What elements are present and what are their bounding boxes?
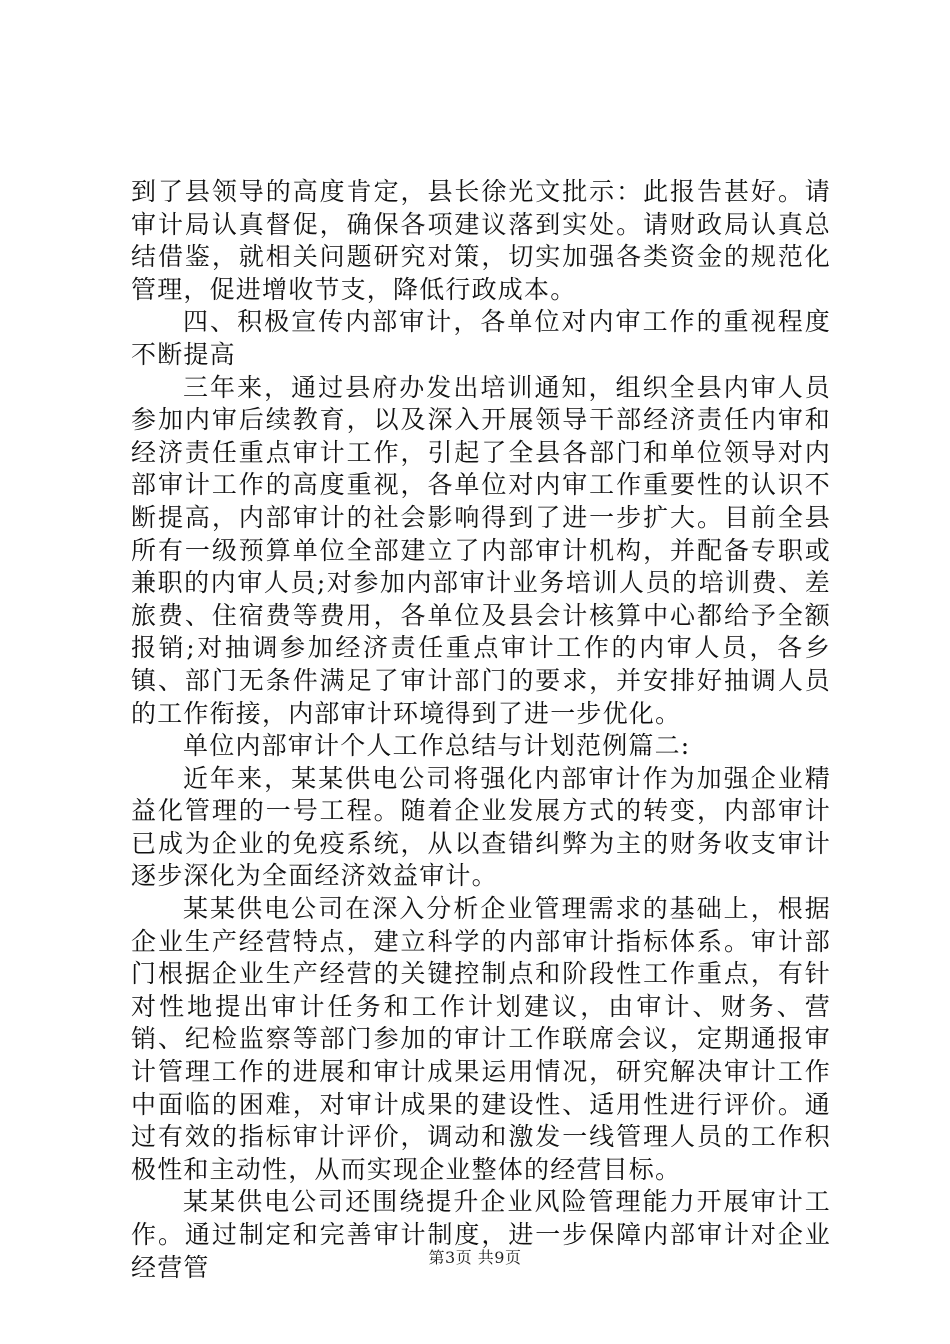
section-heading-4: 四、积极宣传内部审计，各单位对内审工作的重视程度不断提高 — [131, 307, 831, 369]
page-number: 第3页 共9页 — [428, 1248, 522, 1267]
paragraph-1: 到了县领导的高度肯定，县长徐光文批示：此报告甚好。请审计局认真督促，确保各项建议落到实处。请财政局认真总结借鉴，就相关问题研究对策，切实加强各类资金的规范化管理，促进增收节支，降低行政成本。 — [131, 177, 831, 304]
document-body — [131, 176, 831, 1284]
paragraph-3: 三年来，通过县府办发出培训通知，组织全县内审人员参加内审后续教育，以及深入开展领导干部经济责任内审和经济责任重点审计工作，引起了全县各部门和单位领导对内部审计工作的高度重视，各单位对内审工作重要性的认识不断提高，内部审计的社会影响得到了进一步扩大。目前全县所有一级预算单位全部建立了内部审计机构，并配备专职或兼职的内审人员;对参加内部审计业务培训人员的培训费、差旅费、住宿费等费用，各单位及县会计核算中心都给予全额报销;对抽调参加经济责任重点审计工作的内审人员，各乡镇、部门无条件满足了审计部门的要求，并安排好抽调人员的工作衔接，内部审计环境得到了进一步优化。 — [131, 372, 831, 728]
paragraph-7: 某某供电公司还围绕提升企业风险管理能力开展审计工作。通过制定和完善审计制度，进一步保障内部审计对企业经营管 — [131, 1187, 831, 1282]
paragraph-5: 近年来，某某供电公司将强化内部审计作为加强企业精益化管理的一号工程。随着企业发展方式的转变，内部审计已成为企业的免疫系统，从以查错纠弊为主的财务收支审计逐步深化为全面经济效益审计。 — [131, 763, 831, 891]
paragraph-6: 某某供电公司在深入分析企业管理需求的基础上，根据企业生产经营特点，建立科学的内部审计指标体系。审计部门根据企业生产经营的关键控制点和阶段性工作重点，有针对性地提出审计任务和工作计划建议，由审计、财务、营销、纪检监察等部门参加的审计工作联席会议，定期通报审计管理工作的进展和审计成果运用情况，研究解决审计工作中面临的困难，对审计成果的建设性、适用性进行评价。通过有效的指标审计评价，调动和激发一线管理人员的工作积极性和主动性，从而实现企业整体的经营目标。 — [131, 894, 831, 1184]
page-footer — [0, 1245, 950, 1268]
article-title-part-2: 单位内部审计个人工作总结与计划范例篇二: — [183, 731, 691, 761]
